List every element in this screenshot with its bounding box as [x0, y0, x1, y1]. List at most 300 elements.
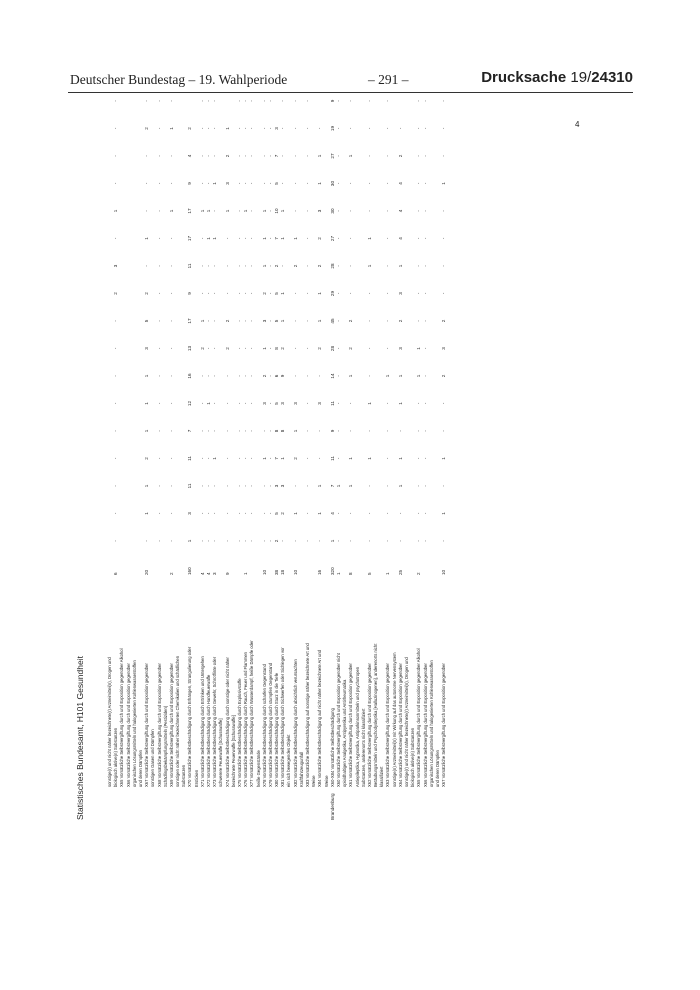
- value-cell: -: [416, 292, 422, 295]
- value-cell: -: [206, 320, 211, 322]
- value-cell: -: [156, 540, 162, 542]
- value-cell: 2: [317, 347, 323, 350]
- total-cell: 3: [212, 572, 218, 575]
- value-cell: 9: [187, 292, 193, 295]
- value-cell: -: [168, 182, 174, 185]
- cause-label: X65 Vorsätzliche Selbstvergiftung durch und Exposition gegenüber Alkohol: [416, 648, 422, 787]
- value-cell: -: [348, 512, 354, 515]
- value-cell: 3: [144, 347, 150, 350]
- value-cell: -: [385, 540, 391, 542]
- value-cell: -: [335, 237, 341, 240]
- value-cell: 6: [274, 374, 280, 378]
- value-cell: -: [305, 402, 310, 405]
- value-cell: -: [422, 320, 428, 322]
- value-cell: -: [305, 155, 310, 157]
- value-cell: 2: [144, 457, 150, 460]
- cause-label: biologisch aktive(n) Substanzen: [113, 727, 119, 787]
- value-cell: 17: [187, 208, 193, 214]
- value-cell: -: [156, 182, 162, 185]
- value-cell: -: [199, 512, 205, 515]
- value-cell: -: [199, 182, 205, 185]
- value-cell: -: [156, 457, 162, 460]
- value-cell: 2: [274, 539, 280, 543]
- total-cell: 18: [280, 569, 286, 575]
- value-cell: -: [236, 512, 242, 515]
- value-cell: -: [156, 430, 162, 432]
- value-cell: 1: [397, 484, 403, 488]
- value-cell: -: [224, 237, 230, 240]
- value-cell: -: [236, 127, 242, 130]
- value-cell: -: [168, 375, 174, 377]
- value-cell: 1: [261, 264, 267, 268]
- value-cell: 29: [329, 290, 335, 297]
- value-cell: -: [113, 430, 119, 432]
- value-cell: -: [249, 155, 255, 157]
- value-cell: -: [385, 127, 391, 130]
- value-cell: -: [416, 182, 422, 185]
- value-cell: 5: [274, 319, 280, 323]
- value-cell: -: [422, 100, 428, 102]
- value-cell: -: [335, 155, 341, 157]
- value-cell: -: [422, 512, 428, 515]
- value-cell: 3: [317, 209, 323, 213]
- cause-label: X67 Vorsätzliche Selbstvergiftung durch und Exposition gegenüber: [441, 663, 447, 787]
- value-cell: 11: [329, 401, 335, 406]
- value-cell: -: [305, 430, 310, 432]
- value-cell: -: [168, 347, 174, 350]
- value-cell: -: [249, 375, 255, 377]
- value-cell: -: [243, 430, 249, 432]
- value-cell: 1: [243, 209, 249, 213]
- value-cell: 2: [144, 292, 150, 295]
- value-cell: -: [292, 347, 298, 350]
- value-cell: -: [212, 320, 218, 322]
- value-cell: -: [224, 540, 230, 542]
- value-cell: -: [236, 182, 242, 185]
- value-cell: -: [385, 320, 391, 322]
- value-cell: -: [249, 512, 255, 515]
- value-cell: 11: [187, 263, 193, 269]
- value-cell: -: [168, 540, 174, 542]
- value-cell: -: [366, 292, 372, 295]
- value-cell: -: [385, 210, 391, 212]
- total-cell: 1: [385, 572, 391, 575]
- value-cell: -: [224, 485, 230, 487]
- value-cell: -: [212, 100, 218, 102]
- cause-label: X70 Vorsätzliche Selbstbeschädigung durch Erhängen, Strangulierung oder: [187, 646, 193, 787]
- total-cell: 8: [348, 572, 354, 575]
- value-cell: -: [261, 155, 267, 157]
- statistics-table: [107, 80, 447, 820]
- value-cell: 1: [187, 539, 193, 543]
- value-cell: -: [385, 347, 391, 350]
- value-cell: -: [168, 100, 174, 102]
- value-cell: -: [236, 430, 242, 432]
- value-cell: -: [212, 430, 218, 432]
- total-cell: 10: [441, 569, 447, 575]
- value-cell: 1: [168, 127, 174, 130]
- total-cell: 160: [187, 567, 193, 575]
- value-cell: -: [348, 127, 354, 130]
- cause-label: X66 Vorsätzliche Selbstvergiftung durch und Exposition gegenüber: [422, 663, 428, 787]
- cause-label: X61 Vorsätzliche Selbstvergiftung durch und Exposition gegenüber: [348, 663, 354, 787]
- value-cell: -: [422, 485, 428, 487]
- cause-label: ein sich bewegendes Objekt: [286, 734, 292, 787]
- value-cell: -: [366, 320, 372, 322]
- value-cell: 9: [329, 429, 335, 433]
- cause-label: Substanzen: [181, 764, 187, 787]
- value-cell: -: [199, 127, 205, 130]
- value-cell: -: [416, 210, 422, 212]
- value-cell: 1: [292, 512, 298, 515]
- value-cell: 3: [280, 402, 286, 405]
- value-cell: 1: [212, 182, 218, 185]
- value-cell: 30: [329, 208, 335, 214]
- value-cell: -: [280, 182, 286, 185]
- value-cell: -: [168, 430, 174, 432]
- value-cell: 2: [224, 347, 230, 350]
- value-cell: -: [441, 127, 447, 130]
- value-cell: -: [243, 485, 249, 487]
- value-cell: -: [224, 457, 230, 460]
- value-cell: 17: [187, 235, 193, 242]
- value-cell: -: [317, 375, 323, 377]
- value-cell: 1: [348, 484, 354, 488]
- value-cell: 5: [274, 292, 280, 295]
- cause-label: Betäubungsmitteln und Psychodysleptika [Halluzinogenen], anderenorts nicht: [373, 643, 379, 787]
- value-cell: -: [348, 182, 354, 185]
- cause-label: X60-X84 Vorsätzliche Selbstbeschädigung: [329, 708, 335, 787]
- value-cell: -: [206, 100, 211, 102]
- value-cell: 3: [292, 402, 298, 405]
- cause-label: Weise: [311, 775, 317, 787]
- value-cell: -: [422, 182, 428, 185]
- value-cell: 2: [292, 264, 298, 268]
- value-cell: 1: [144, 512, 150, 515]
- value-cell: -: [385, 155, 391, 157]
- value-cell: 1: [224, 127, 230, 130]
- value-cell: -: [280, 155, 286, 157]
- value-cell: -: [168, 237, 174, 240]
- value-cell: -: [366, 182, 372, 185]
- total-cell: 2: [416, 572, 422, 575]
- value-cell: -: [385, 485, 391, 487]
- value-cell: -: [441, 100, 447, 102]
- value-cell: -: [113, 485, 119, 487]
- value-cell: -: [199, 292, 205, 295]
- value-cell: -: [243, 237, 249, 240]
- value-cell: -: [385, 402, 391, 405]
- value-cell: 2: [292, 457, 298, 460]
- value-cell: 3: [274, 484, 280, 488]
- value-cell: 1: [261, 457, 267, 460]
- cause-label: X62 Vorsätzliche Selbstvergiftung durch und Exposition gegenüber: [366, 663, 372, 787]
- total-cell: 2: [168, 572, 174, 575]
- value-cell: -: [335, 292, 341, 295]
- value-cell: -: [249, 402, 255, 405]
- value-cell: -: [212, 375, 218, 377]
- value-cell: -: [267, 210, 273, 212]
- value-cell: 3: [261, 319, 267, 323]
- value-cell: 1: [397, 374, 403, 378]
- value-cell: 5: [144, 319, 150, 323]
- value-cell: -: [335, 210, 341, 212]
- cause-label: X68 Vorsätzliche Selbstvergiftung durch und Exposition gegenüber: [156, 663, 162, 787]
- value-cell: 2: [224, 154, 230, 158]
- value-cell: -: [416, 100, 422, 102]
- value-cell: 8: [274, 347, 280, 350]
- value-cell: 1: [416, 347, 422, 350]
- value-cell: -: [199, 265, 205, 267]
- header-document-number: 24310: [591, 69, 633, 86]
- total-cell: 1: [243, 572, 249, 575]
- cause-label: Kraftfahrzeugunfall: [298, 751, 304, 787]
- value-cell: 1: [335, 484, 341, 488]
- value-cell: -: [144, 540, 150, 542]
- value-cell: -: [144, 155, 150, 157]
- value-cell: -: [224, 375, 230, 377]
- value-cell: -: [236, 540, 242, 542]
- value-cell: 3: [280, 484, 286, 488]
- value-cell: -: [199, 485, 205, 487]
- cause-label: sonstigen Gasen und Dämpfen: [150, 729, 156, 787]
- value-cell: -: [156, 292, 162, 295]
- value-cell: -: [249, 540, 255, 542]
- value-cell: -: [261, 127, 267, 130]
- value-cell: -: [261, 512, 267, 515]
- value-cell: -: [385, 237, 391, 240]
- value-cell: -: [348, 210, 354, 212]
- value-cell: 1: [397, 457, 403, 460]
- value-cell: 1: [280, 292, 286, 295]
- value-cell: -: [212, 402, 218, 405]
- value-cell: 1: [212, 237, 218, 240]
- value-cell: 1: [348, 374, 354, 378]
- value-cell: -: [422, 457, 428, 460]
- value-cell: 1: [397, 264, 403, 268]
- value-cell: -: [212, 512, 218, 515]
- value-cell: -: [243, 182, 249, 185]
- total-cell: 6: [113, 572, 119, 575]
- value-cell: 2: [280, 347, 286, 350]
- value-cell: -: [280, 540, 286, 542]
- value-cell: -: [422, 210, 428, 212]
- value-cell: 2: [187, 127, 193, 130]
- value-cell: -: [335, 100, 341, 102]
- value-cell: -: [212, 347, 218, 350]
- value-cell: 2: [280, 512, 286, 515]
- value-cell: -: [317, 127, 323, 130]
- value-cell: -: [422, 347, 428, 350]
- value-cell: 1: [261, 209, 267, 213]
- value-cell: -: [168, 155, 174, 157]
- value-cell: 1: [317, 154, 323, 158]
- value-cell: -: [292, 155, 298, 157]
- cause-label: X72 Vorsätzliche Selbstbeschädigung durch Handfeuerwaffe: [206, 674, 211, 787]
- total-cell: 1: [335, 572, 341, 575]
- value-cell: -: [206, 540, 211, 542]
- value-cell: 2: [224, 319, 230, 323]
- value-cell: -: [348, 100, 354, 102]
- value-cell: -: [168, 265, 174, 267]
- value-cell: 3: [397, 347, 403, 350]
- value-cell: -: [212, 485, 218, 487]
- value-cell: -: [243, 100, 249, 102]
- value-cell: 13: [187, 345, 193, 352]
- total-cell: 16: [317, 569, 323, 575]
- cause-label: Antiepileptika, Hypnotika, Antiparkinsonmitteln und psychotropen: [354, 666, 360, 787]
- value-cell: -: [280, 100, 286, 102]
- value-cell: -: [280, 127, 286, 130]
- value-cell: -: [156, 265, 162, 267]
- value-cell: -: [267, 457, 273, 460]
- value-cell: -: [236, 265, 242, 267]
- value-cell: 2: [441, 319, 447, 323]
- value-cell: 12: [187, 400, 193, 407]
- value-cell: 1: [206, 402, 211, 405]
- total-cell: 5: [366, 572, 372, 575]
- value-cell: -: [267, 155, 273, 157]
- value-cell: 19: [329, 125, 335, 132]
- value-cell: -: [305, 347, 310, 350]
- value-cell: -: [335, 375, 341, 377]
- value-cell: -: [385, 100, 391, 102]
- value-cell: -: [243, 540, 249, 542]
- value-cell: -: [348, 402, 354, 405]
- cause-label: X71 Vorsätzliche Selbstbeschädigung durch Ertrinken und Untergehen: [199, 656, 205, 787]
- total-cell: 38: [274, 569, 280, 575]
- value-cell: -: [156, 512, 162, 515]
- value-cell: -: [243, 292, 249, 295]
- value-cell: 1: [441, 512, 447, 515]
- value-cell: -: [416, 237, 422, 240]
- value-cell: -: [113, 347, 119, 350]
- cause-label: klassifiziert: [379, 766, 385, 787]
- value-cell: 3: [441, 347, 447, 350]
- value-cell: -: [113, 512, 119, 515]
- value-cell: -: [236, 320, 242, 322]
- value-cell: 1: [348, 154, 354, 158]
- value-cell: -: [292, 540, 298, 542]
- value-cell: -: [236, 375, 242, 377]
- value-cell: -: [366, 375, 372, 377]
- value-cell: -: [199, 237, 205, 240]
- value-cell: -: [156, 347, 162, 350]
- value-cell: 1: [441, 182, 447, 185]
- value-cell: -: [416, 485, 422, 487]
- value-cell: -: [397, 540, 403, 542]
- value-cell: -: [267, 237, 273, 240]
- value-cell: -: [156, 127, 162, 130]
- value-cell: 28: [329, 345, 335, 352]
- value-cell: -: [422, 430, 428, 432]
- value-cell: 8: [274, 429, 280, 433]
- value-cell: -: [243, 155, 249, 157]
- cause-label: X73 Vorsätzliche Selbstbeschädigung durch Gewehr, Schrotflinte oder: [212, 656, 218, 787]
- total-cell: 9: [224, 572, 230, 575]
- value-cell: -: [212, 540, 218, 542]
- value-cell: -: [305, 237, 310, 240]
- value-cell: 11: [329, 456, 335, 461]
- value-cell: -: [168, 320, 174, 322]
- value-cell: -: [441, 265, 447, 267]
- value-cell: 28: [329, 263, 335, 269]
- cause-label: sonstige(r) und nicht näher bezeichnete(r) Arzneimittel(n), Drogen und: [404, 657, 409, 787]
- value-cell: -: [397, 127, 403, 130]
- value-cell: 1: [317, 484, 323, 488]
- value-cell: -: [422, 265, 428, 267]
- value-cell: 1: [144, 484, 150, 488]
- table-row: [441, 80, 447, 820]
- value-cell: 1: [317, 512, 323, 515]
- value-cell: 4: [397, 209, 403, 213]
- value-cell: -: [335, 430, 341, 432]
- value-cell: 14: [329, 373, 335, 379]
- value-cell: -: [305, 375, 310, 377]
- value-cell: -: [206, 292, 211, 295]
- cause-label: sonstigen oder nicht näher bezeichneten Chemikalien und schädlichen: [175, 655, 181, 787]
- value-cell: -: [206, 512, 211, 515]
- value-cell: -: [212, 265, 218, 267]
- value-cell: 1: [280, 209, 286, 213]
- value-cell: -: [212, 210, 218, 212]
- value-cell: -: [113, 457, 119, 460]
- value-cell: -: [305, 127, 310, 130]
- value-cell: 4: [397, 182, 403, 185]
- value-cell: -: [416, 457, 422, 460]
- value-cell: -: [267, 320, 273, 322]
- value-cell: 9: [280, 374, 286, 378]
- value-cell: 2: [348, 347, 354, 350]
- value-cell: -: [335, 402, 341, 405]
- cause-label: Ersticken: [193, 769, 199, 787]
- value-cell: 27: [329, 153, 335, 159]
- value-cell: -: [292, 182, 298, 185]
- value-cell: -: [144, 265, 150, 267]
- value-cell: 1: [366, 237, 372, 240]
- value-cell: -: [243, 375, 249, 377]
- value-cell: -: [113, 237, 119, 240]
- value-cell: -: [416, 320, 422, 322]
- value-cell: -: [348, 292, 354, 295]
- value-cell: -: [305, 512, 310, 515]
- value-cell: -: [206, 127, 211, 130]
- value-cell: -: [144, 100, 150, 102]
- value-cell: -: [267, 430, 273, 432]
- value-cell: -: [416, 127, 422, 130]
- value-cell: -: [249, 320, 255, 322]
- value-cell: -: [199, 155, 205, 157]
- value-cell: 17: [187, 318, 193, 324]
- value-cell: -: [348, 265, 354, 267]
- total-cell: 25: [397, 569, 403, 575]
- value-cell: -: [156, 100, 162, 102]
- value-cell: -: [348, 237, 354, 240]
- value-cell: -: [243, 127, 249, 130]
- value-cell: 2: [317, 237, 323, 240]
- value-cell: -: [305, 292, 310, 295]
- value-cell: -: [267, 182, 273, 185]
- value-cell: -: [199, 457, 205, 460]
- value-cell: 3: [187, 512, 193, 515]
- cause-label: X69 Vorsätzliche Selbstvergiftung durch und Exposition gegenüber: [168, 663, 174, 787]
- value-cell: -: [366, 485, 372, 487]
- source-note: Statistisches Bundesamt, H101 Gesundheit: [75, 656, 85, 820]
- value-cell: -: [113, 540, 119, 542]
- value-cell: -: [366, 127, 372, 130]
- value-cell: -: [305, 265, 310, 267]
- value-cell: -: [305, 182, 310, 185]
